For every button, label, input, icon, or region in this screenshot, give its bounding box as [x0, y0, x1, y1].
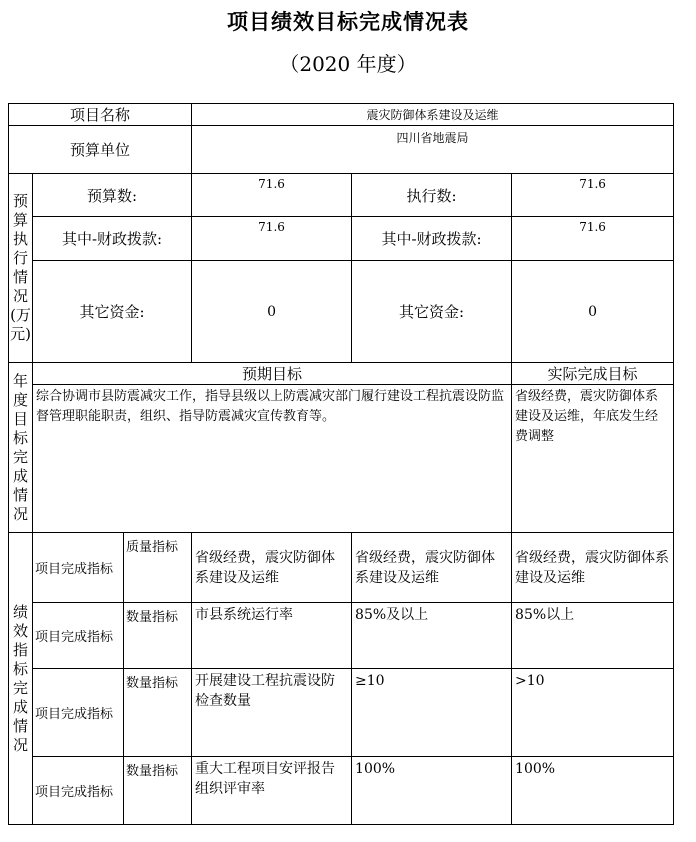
indicator-row — [9, 603, 674, 669]
fiscal-exec-label: 其中-财政拨款: — [352, 217, 512, 261]
goals-content-row — [9, 385, 674, 533]
expected-goal-header: 预期目标 — [33, 363, 512, 385]
indicator-target: 省级经费，震灾防御体系建设及运维 — [352, 533, 512, 603]
indicator-level1: 项目完成指标 — [33, 757, 124, 825]
indicator-name: 重大工程项目安评报告组织评审率 — [192, 757, 352, 825]
actual-goal-header: 实际完成目标 — [512, 363, 674, 385]
indicator-row — [9, 757, 674, 825]
exec-value: 71.6 — [512, 174, 674, 217]
indicator-name: 省级经费，震灾防御体系建设及运维 — [192, 533, 352, 603]
page-subtitle: （2020 年度） — [279, 52, 417, 76]
fiscal-budget-value: 71.6 — [192, 217, 352, 261]
indicator-target: 100% — [352, 757, 512, 825]
exec-label: 执行数: — [352, 174, 512, 217]
indicator-row — [9, 669, 674, 757]
performance-table — [8, 103, 674, 825]
indicator-name: 市县系统运行率 — [192, 603, 352, 669]
fiscal-row — [9, 217, 674, 261]
other-budget-value: 0 — [192, 261, 352, 363]
page-title: 项目绩效目标完成情况表 — [227, 9, 469, 34]
project-name-row — [9, 104, 674, 126]
indicator-actual: >10 — [512, 669, 674, 757]
indicator-name: 开展建设工程抗震设防检查数量 — [192, 669, 352, 757]
other-funds-label: 其它资金: — [33, 261, 192, 363]
indicator-level1: 项目完成指标 — [33, 603, 124, 669]
budget-unit-row — [9, 126, 674, 174]
indicator-actual: 85%以上 — [512, 603, 674, 669]
indicator-level2: 数量指标 — [124, 669, 192, 757]
actual-goal-text: 省级经费，震灾防御体系建设及运维，年底发生经费调整 — [512, 385, 674, 533]
indicator-level2: 数量指标 — [124, 757, 192, 825]
budget-unit-label: 预算单位 — [9, 126, 192, 174]
goals-header-row — [9, 363, 674, 385]
other-exec-label: 其它资金: — [352, 261, 512, 363]
indicator-row — [9, 533, 674, 603]
indicator-level2: 质量指标 — [124, 533, 192, 603]
indicator-actual: 省级经费，震灾防御体系建设及运维 — [512, 533, 674, 603]
project-name-label: 项目名称 — [9, 104, 192, 126]
other-funds-row — [9, 261, 674, 363]
expected-goal-text: 综合协调市县防震减灾工作，指导县级以上防震减灾部门履行建设工程抗震设防监督管理职能职责，组织、指导防震减灾宣传教育等。 — [33, 385, 512, 533]
indicator-level1: 项目完成指标 — [33, 669, 124, 757]
budget-value: 71.6 — [192, 174, 352, 217]
indicator-level1: 项目完成指标 — [33, 533, 124, 603]
fiscal-label: 其中-财政拨款: — [33, 217, 192, 261]
budget-unit-value: 四川省地震局 — [192, 126, 674, 174]
budget-label: 预算数: — [33, 174, 192, 217]
budget-row — [9, 174, 674, 217]
budget-section-label: 预算执行情况(万元) — [9, 174, 33, 363]
indicator-actual: 100% — [512, 757, 674, 825]
goals-section-label: 年度目标完成情况 — [9, 363, 33, 533]
fiscal-exec-value: 71.6 — [512, 217, 674, 261]
indicator-target: 85%及以上 — [352, 603, 512, 669]
indicator-level2: 数量指标 — [124, 603, 192, 669]
indicators-section-label: 绩效指标完成情况 — [9, 533, 33, 825]
indicator-target: ≥10 — [352, 669, 512, 757]
project-name-value: 震灾防御体系建设及运维 — [192, 104, 674, 126]
other-exec-value: 0 — [512, 261, 674, 363]
